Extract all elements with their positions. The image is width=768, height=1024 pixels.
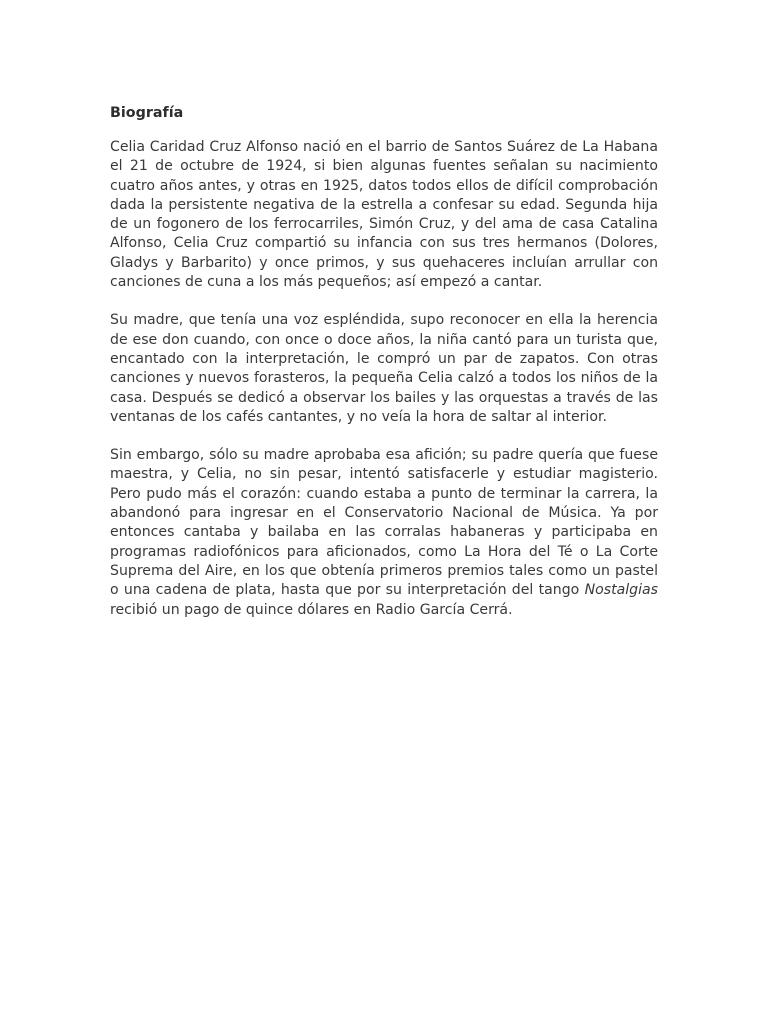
paragraph-2: Su madre, que tenía una voz espléndida, supo reconocer en ella la herencia de ese don cuando, con once o doce años, la niña cantó para un turista que, encantado con la interpretación, le compró un par de zapatos. Con otras canciones y nuevos forasteros, la pequeña Celia calzó a todos los niños de la casa. Después se dedicó a observar los bailes y las orquestas a través de las ventanas de los cafés cantantes, y no veía la hora de saltar al interior. [110,312,658,425]
paragraph-3-text-before: Sin embargo, sólo su madre aprobaba esa afición; su padre quería que fuese maestra, y Celia, no sin pesar, intentó satisfacerle y estudiar magisterio. Pero pudo más el corazón: cuando estaba a punto de terminar la carrera, la abandonó para ingresar en el Conservatorio Nacional de Música. Ya por entonces cantaba y bailaba en las corralas habaneras y participaba en programas radiofónicos para aficionados, como La Hora del Té o La Corte Suprema del Aire, en los que obtenía primeros premios tales como un pastel o una cadena de plata, hasta que por su interpretación del tango [110,447,658,599]
song-title: Nostalgias [584,582,658,599]
paragraph-3 [110,446,658,620]
section-heading: Biografía [110,105,184,121]
document-body [110,103,658,639]
paragraph-3-text-after: recibió un pago de quince dólares en Radio García Cerrá. [110,601,513,618]
paragraph-1: Celia Caridad Cruz Alfonso nació en el barrio de Santos Suárez de La Habana el 21 de octubre de 1924, si bien algunas fuentes señalan su nacimiento cuatro años antes, y otras en 1925, datos todos ellos de difícil comprobación dada la persistente negativa de la estrella a confesar su edad. Segunda hija de un fogonero de los ferrocarriles, Simón Cruz, y del ama de casa Catalina Alfonso, Celia Cruz compartió su infancia con sus tres hermanos (Dolores, Gladys y Barbarito) y once primos, y sus quehaceres incluían arrullar con canciones de cuna a los más pequeños; así empezó a cantar. [110,139,658,291]
